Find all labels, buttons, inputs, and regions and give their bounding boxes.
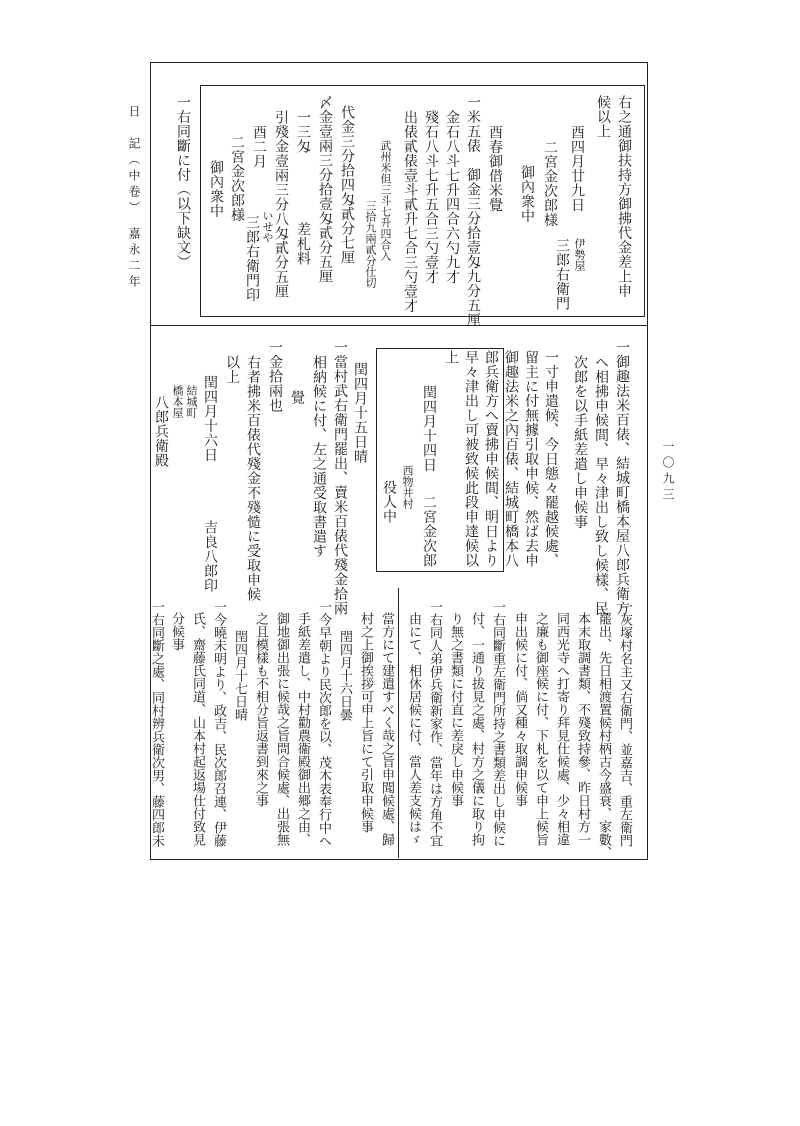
lower-right-line: 一當村武右衛門罷出、賣米百俵代殘金拾兩 [332,340,348,616]
receipt-title: 酉春御借米覺 [487,125,503,212]
lower-right-seal: 吉良八郎印 [202,520,218,593]
receipt-sender: 三郎右衛門印 [244,215,260,302]
upper-box-addressee: 二宮金次郎様 [542,140,558,227]
lower-left-date: 閏四月十七日晴 [232,630,247,721]
receipt-line: 出俵貳俵壹斗貳升七合三勺壹才 [402,110,418,313]
lower-left-line: 本末取調書類、不殘致持參、昨日村方一 [575,612,590,846]
receipt-line: 一米五俵 御金三分拾壹匁九分五厘 [465,95,481,327]
upper-box-line: 右之通御扶持方御拂代金差上申 [616,95,632,298]
lower-left-line: 同西光寺へ打寄り拜見仕候處、少々相違 [554,612,569,846]
letter-line: 御趣法米之內百俵、結城町橋本八 [503,350,519,568]
receipt-line: 代金三分拾四匁貳分七厘 [339,105,355,265]
lower-left-line: り無之書類に付直に差戾し申候事 [448,612,463,807]
lower-left-line: 分候事 [169,612,184,651]
letter-line: 早々津出し可被致候此段申達候以 [463,350,479,568]
letter-line: 郎兵衛方へ賣拂申候間、明日より [483,350,499,568]
receipt-line: 一三匁 [295,110,311,154]
lower-left-line: 御地御出張に候哉之旨問合候處、出張無 [274,612,289,846]
receipt-date: 酉二月 [251,125,267,169]
receipt-line: 金石八斗七升四合六勺九才 [444,110,460,284]
letter-village: 西物井村 [401,465,414,509]
lower-left-date: 閏四月十六日曇 [337,630,352,721]
lower-left-line: 之廉も御座候に付、下札を以て申上候旨 [533,612,548,846]
upper-box-sender: 伊勢屋 [573,238,586,271]
receipt-line: 〆金壹兩三分拾壹匁貳分五厘 [317,95,333,284]
lower-left-line: 村之上御挨拶可申上旨にて引取申候事 [358,612,373,833]
receipt-recipient: 結城町 [185,385,198,418]
vertical-divider [398,588,399,858]
receipt-line: 殘石八斗七升五合三勺壹才 [423,110,439,284]
receipt-line: 引殘金壹兩三分八匁貳分五厘 [273,110,289,299]
lower-right-line: 相納候に付、左之通受取書遣す [311,355,327,558]
lower-right-line: 次郎を以手紙差遣し申候事 [572,355,588,529]
receipt-fee: 差札料 [295,222,311,266]
receipt-addressee: 二宮金次郎様 [229,135,245,222]
lower-left-line: 之且模樣も不相分旨返書到來之事 [253,612,268,807]
letter-date: 閏四月十四日 [421,385,437,472]
upper-box-date: 酉四月廿九日 [569,125,585,212]
lower-left-line: 當方にて建遣すべく哉之旨申聞候處、歸 [379,612,394,846]
lower-left-line: 一今曉未明より、政吉、民次郎召連、伊藤 [211,600,226,847]
lower-left-line: 由にて、相休居候に付、當人差支候はゞ [406,612,421,846]
lower-left-line: 一今早朝より民次郎を以、茂木表奉行中へ [316,600,331,847]
receipt-sender: いせや [261,210,274,243]
lower-right-date: 閏四月十六日 [202,375,218,462]
lower-left-line: 一右同斷之處、同村辨兵衛次男、藤四郎未 [149,600,164,847]
lower-left-line: 一右同人弟伊兵衛新家作、當年は方角不宜 [427,600,442,847]
letter-line: 留主に付無據引取申候、然ば去申 [523,350,539,568]
horizontal-divider [150,325,647,326]
lower-left-line: 手紙差遣し、中村勸農衞殿御出郷之由、 [295,612,310,846]
receipt-heading: 覺 [289,390,305,405]
lower-left-line: 氏、齋藤氏同道、山本村起返場仕付致見 [190,612,205,846]
receipt-recipient: 八郎兵衛殿 [153,395,169,468]
running-head: 日 記（中卷） 嘉永二年 [127,105,141,291]
upper-last-line: 一右同斷に付（以下缺文） [175,95,191,269]
letter-sender: 二宮金次郎 [421,495,437,568]
lower-right-line: 以上 [224,355,240,384]
lower-right-line: 一御趣法米百俵、結城町橋本屋八郎兵衛方 [614,340,630,616]
lower-right-line: 右者拂米百俵代殘金不殘慥に受取申候 [245,355,261,602]
lower-left-line: 罷出、先日相渡置候村柄古今盛衰、家數、 [596,612,611,859]
letter-addressee: 役人中 [381,480,397,524]
lower-left-line: 申出候に付、倘又種々取調申候事 [512,612,527,807]
receipt-line: 武州米但三斗七升四合入 [379,140,392,261]
lower-left-line: 一右同斷重左衛門所持之書類差出し申候に [490,600,505,847]
receipt-addressee: 御內衆中 [208,160,224,218]
letter-line: 一寸申遣候、今日態々罷越候處、 [543,350,559,568]
letter-line: 上 [443,350,459,365]
upper-box-line: 候以上 [595,95,611,139]
lower-left-line: 一灰塚村名主又右衛門、並嘉吉、重左衛門 [617,600,632,847]
upper-box-sender: 三郎右衛門 [554,238,570,311]
receipt-recipient: 橋本屋 [171,385,184,418]
lower-right-date: 閏四月十五日晴 [352,362,368,464]
lower-right-line: へ相拂申候間、早々津出し致し候樣、民 [593,355,609,616]
page-number: 一〇九三 [661,440,675,504]
receipt-note: 三拾九兩貳分仕切 [364,200,377,288]
lower-left-line: 付、一通り拔見之處、村方之儀に取り拘 [469,612,484,846]
lower-right-line: 一金拾兩也 [267,340,283,413]
upper-box-addressee: 御內衆中 [519,165,535,223]
